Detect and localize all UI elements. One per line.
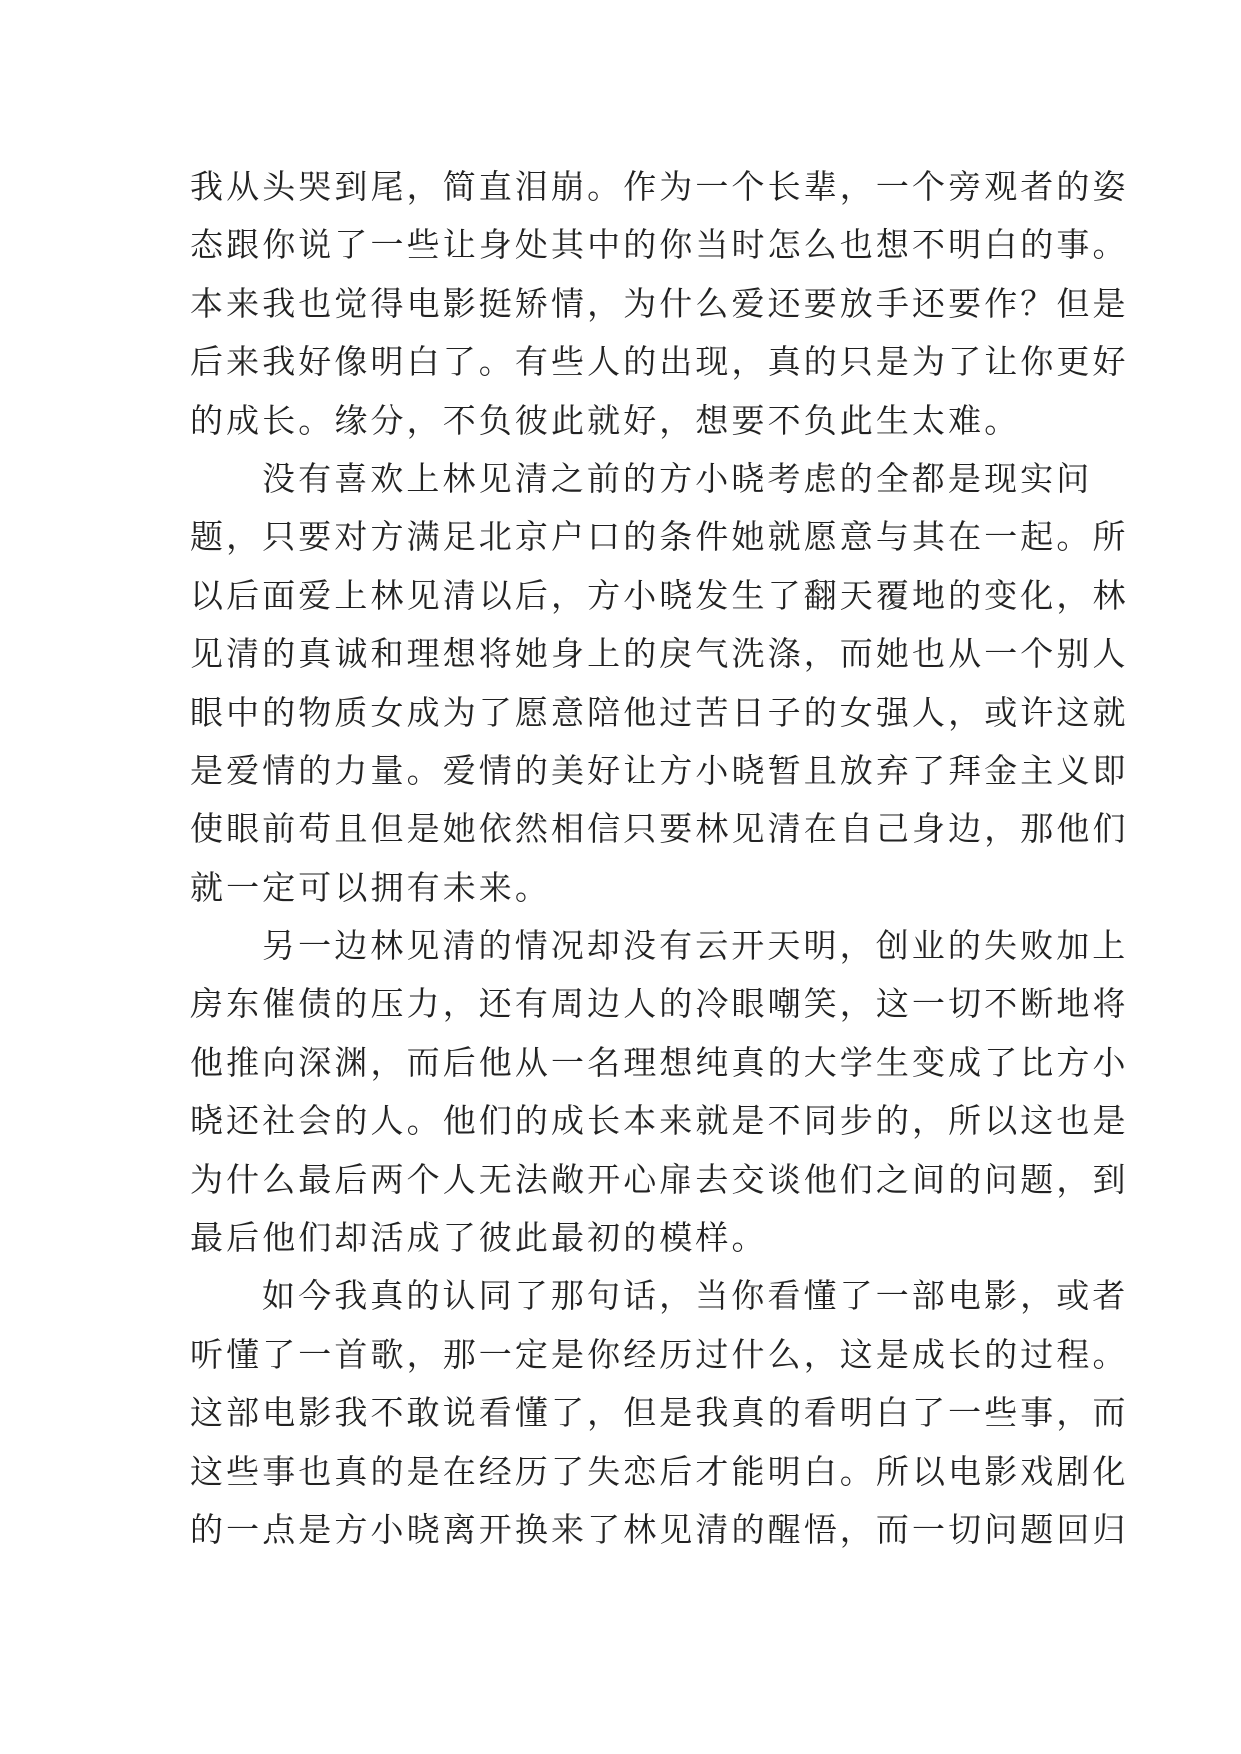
text-line: 这些事也真的是在经历了失恋后才能明白。所以电影戏剧化 [190, 1451, 1129, 1491]
text-line: 本来我也觉得电影挺矫情，为什么爱还要放手还要作？但是 [190, 283, 1129, 323]
text-line: 的成长。缘分，不负彼此就好，想要不负此生太难。 [190, 400, 1021, 440]
text-line: 最后他们却活成了彼此最初的模样。 [190, 1218, 768, 1258]
text-line: 题，只要对方满足北京户口的条件她就愿意与其在一起。所 [190, 517, 1129, 557]
body-text [190, 158, 1129, 1559]
text-line: 他推向深渊，而后他从一名理想纯真的大学生变成了比方小 [190, 1042, 1129, 1082]
text-line: 是爱情的力量。爱情的美好让方小晓暂且放弃了拜金主义即 [190, 750, 1129, 790]
paragraph-first-line: 另一边林见清的情况却没有云开天明，创业的失败加上 [262, 926, 1129, 966]
text-line: 就一定可以拥有未来。 [190, 867, 551, 907]
text-line: 晓还社会的人。他们的成长本来就是不同步的，所以这也是 [190, 1101, 1129, 1141]
text-line: 我从头哭到尾，简直泪崩。作为一个长辈，一个旁观者的姿 [190, 167, 1129, 206]
text-line: 后来我好像明白了。有些人的出现，真的只是为了让你更好 [190, 342, 1129, 382]
text-line: 态跟你说了一些让身处其中的你当时怎么也想不明白的事。 [190, 225, 1129, 265]
text-line: 眼中的物质女成为了愿意陪他过苦日子的女强人，或许这就 [190, 692, 1129, 732]
text-line: 的一点是方小晓离开换来了林见清的醒悟，而一切问题回归 [190, 1509, 1129, 1549]
text-line: 以后面爱上林见清以后，方小晓发生了翻天覆地的变化，林 [190, 575, 1129, 615]
text-line: 这部电影我不敢说看懂了，但是我真的看明白了一些事，而 [190, 1393, 1129, 1433]
text-line: 为什么最后两个人无法敞开心扉去交谈他们之间的问题，到 [190, 1159, 1129, 1199]
text-line: 使眼前苟且但是她依然相信只要林见清在自己身边，那他们 [190, 809, 1129, 849]
text-line: 听懂了一首歌，那一定是你经历过什么，这是成长的过程。 [190, 1334, 1129, 1374]
text-line: 房东催债的压力，还有周边人的冷眼嘲笑，这一切不断地将 [190, 984, 1129, 1024]
text-line: 见清的真诚和理想将她身上的戾气洗涤，而她也从一个别人 [190, 634, 1129, 674]
paragraph-first-line: 如今我真的认同了那句话，当你看懂了一部电影，或者 [262, 1276, 1129, 1316]
paragraph-first-line: 没有喜欢上林见清之前的方小晓考虑的全都是现实问 [262, 458, 1093, 498]
